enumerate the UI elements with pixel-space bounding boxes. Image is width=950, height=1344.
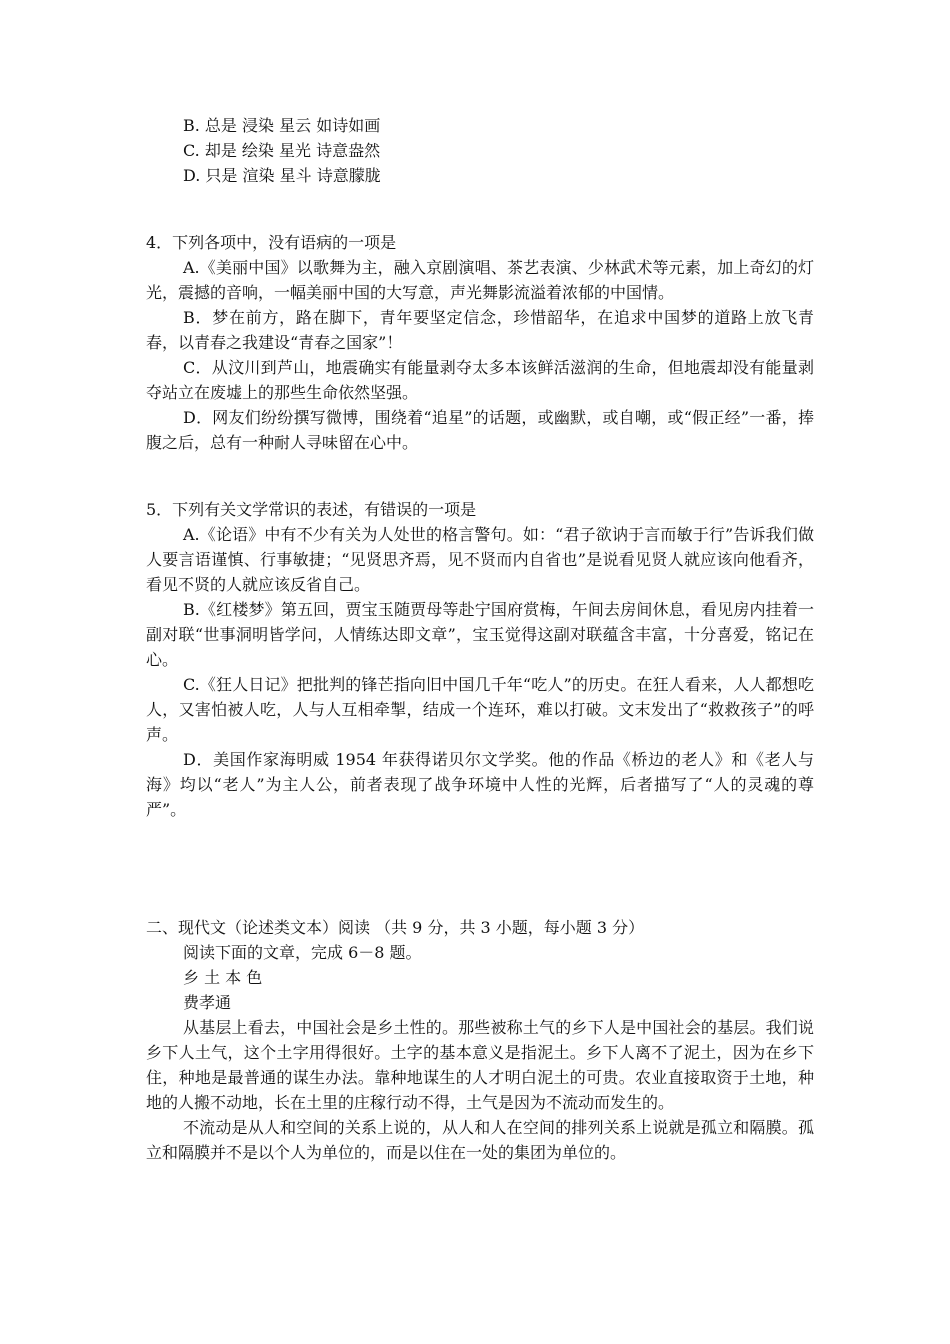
option-5c: C.《狂人日记》把批判的锋芒指向旧中国几千年“吃人”的历史。在狂人看来，人人都想吃人，又害怕被人吃，人与人互相牵掣，结成一个连环，难以打破。文末发出了“救救孩子”的呼声。 bbox=[146, 675, 814, 744]
question-3-options bbox=[146, 113, 814, 188]
option-4a: A.《美丽中国》以歌舞为主，融入京剧演唱、茶艺表演、少林武术等元素，加上奇幻的灯光，震撼的音响，一幅美丽中国的大写意，声光舞影流溢着浓郁的中国情。 bbox=[146, 258, 814, 302]
option-4c: C．从汶川到芦山，地震确实有能量剥夺太多本该鲜活滋润的生命，但地震却没有能量剥夺站立在废墟上的那些生命依然坚强。 bbox=[146, 358, 814, 402]
option-5b: B.《红楼梦》第五回，贾宝玉随贾母等赴宁国府赏梅，午间去房间休息，看见房内挂着一副对联“世事洞明皆学问，人情练达即文章”，宝玉觉得这副对联蕴含丰富，十分喜爱，铭记在心。 bbox=[146, 600, 814, 669]
question-5 bbox=[146, 497, 814, 822]
section-2-heading: 二、现代文（论述类文本）阅读 （共 9 分，共 3 小题，每小题 3 分） bbox=[146, 918, 645, 937]
option-3c: C. 却是 绘染 星光 诗意盎然 bbox=[183, 141, 381, 160]
section-2 bbox=[146, 915, 814, 1165]
option-4d: D．网友们纷纷撰写微博，围绕着“追星”的话题，或幽默，或自嘲，或“假正经”一番，捧腹之后，总有一种耐人寻味留在心中。 bbox=[146, 408, 814, 452]
question-4 bbox=[146, 230, 814, 455]
option-4b: B．梦在前方，路在脚下，青年要坚定信念，珍惜韶华，在追求中国梦的道路上放飞青春，以青春之我建设“青春之国家”！ bbox=[146, 308, 814, 352]
article-paragraph-1: 从基层上看去，中国社会是乡土性的。那些被称土气的乡下人是中国社会的基层。我们说乡下人土气，这个土字用得很好。土字的基本意义是指泥土。乡下人离不了泥土，因为在乡下住，种地是最普通的谋生办法。靠种地谋生的人才明白泥土的可贵。农业直接取资于土地，种地的人搬不动地，长在土里的庄稼行动不得，土气是因为不流动而发生的。 bbox=[146, 1018, 814, 1112]
option-3d: D. 只是 渲染 星斗 诗意朦胧 bbox=[183, 166, 381, 185]
reading-instruction: 阅读下面的文章，完成 6－8 题。 bbox=[183, 943, 422, 962]
exam-page bbox=[146, 113, 814, 1165]
question-4-stem: 4．下列各项中，没有语病的一项是 bbox=[146, 233, 397, 252]
option-3b: B. 总是 浸染 星云 如诗如画 bbox=[183, 116, 381, 135]
option-5d: D．美国作家海明威 1954 年获得诺贝尔文学奖。他的作品《桥边的老人》和《老人与海》均以“老人”为主人公，前者表现了战争环境中人性的光辉，后者描写了“人的灵魂的尊严”。 bbox=[146, 750, 814, 819]
question-5-stem: 5．下列有关文学常识的表述，有错误的一项是 bbox=[146, 500, 477, 519]
option-5a: A.《论语》中有不少有关为人处世的格言警句。如：“君子欲讷于言而敏于行”告诉我们做人要言语谨慎、行事敏捷；“见贤思齐焉，见不贤而内自省也”是说看见贤人就应该向他看齐，看见不贤的人就应该反省自己。 bbox=[146, 525, 814, 594]
article-paragraph-2: 不流动是从人和空间的关系上说的，从人和人在空间的排列关系上说就是孤立和隔膜。孤立和隔膜并不是以个人为单位的，而是以住在一处的集团为单位的。 bbox=[146, 1118, 814, 1162]
article-title: 乡 土 本 色 bbox=[183, 968, 263, 987]
article-author: 费孝通 bbox=[183, 993, 232, 1012]
